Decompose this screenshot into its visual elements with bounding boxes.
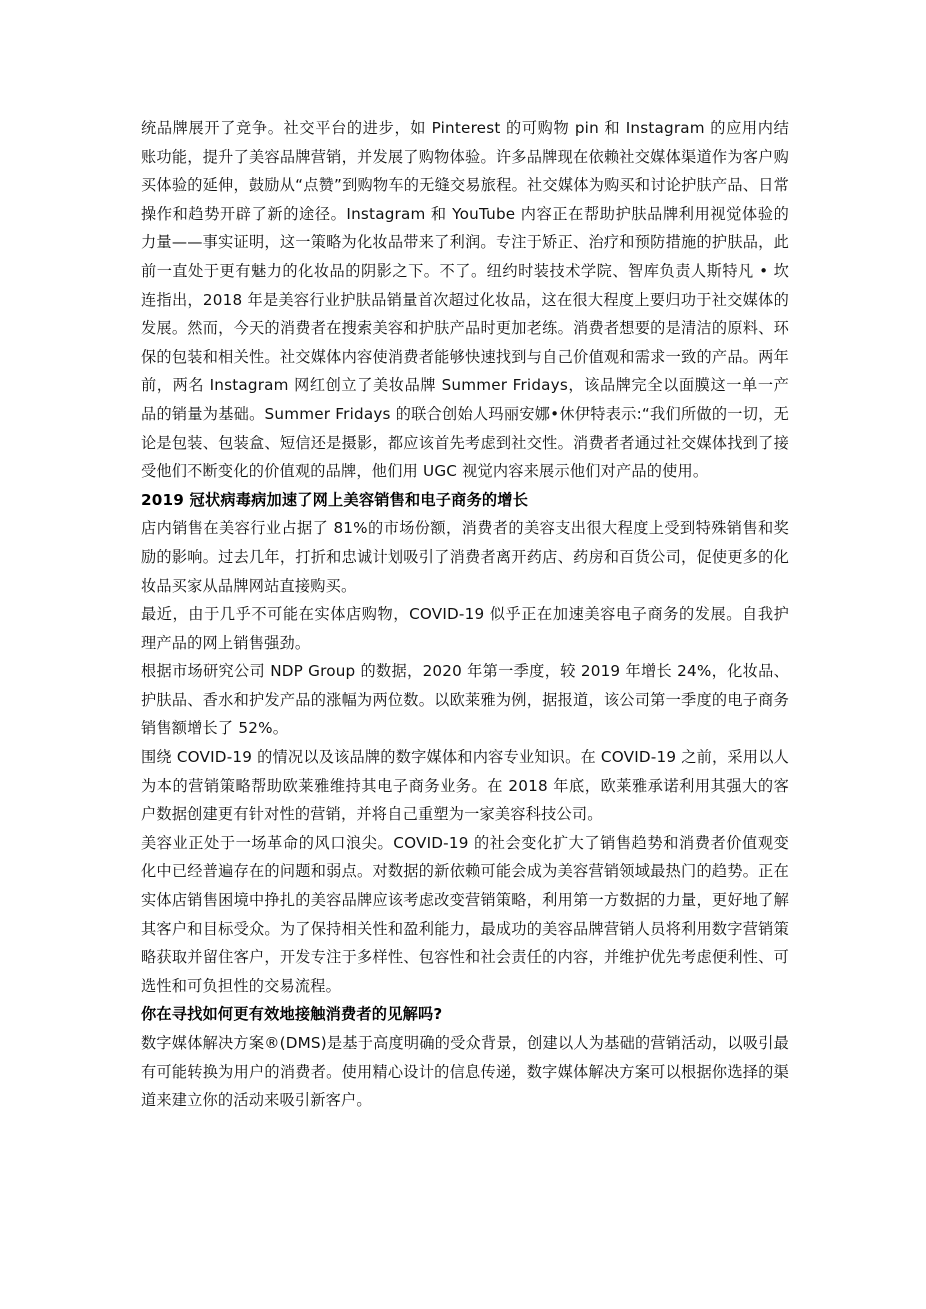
paragraph-revolution: 美容业正处于一场革命的风口浪尖。COVID-19 的社会变化扩大了销售趋势和消费者价值观变化中已经普遍存在的问题和弱点。对数据的新依赖可能会成为美容营销领域最热门的趋势。正在实体店销售困境中挣扎的美容品牌应该考虑改变营销策略，利用第一方数据的力量，更好地了解其客户和目标受众。为了保持相关性和盈利能力，最成功的美容品牌营销人员将利用数字营销策略获取并留住客户，开发专注于多样性、包容性和社会责任的内容，并维护优先考虑便利性、可选性和可负担性的交易流程。 (141, 833, 789, 995)
document-body (141, 114, 789, 1115)
paragraph-dms: 数字媒体解决方案®(DMS)是基于高度明确的受众背景，创建以人为基础的营销活动，以吸引最有可能转换为用户的消费者。使用精心设计的信息传递，数字媒体解决方案可以根据你选择的渠道来建立你的活动来吸引新客户。 (141, 1034, 789, 1110)
paragraph-social-media: 统品牌展开了竞争。社交平台的进步，如 Pinterest 的可购物 pin 和 Instagram 的应用内结账功能，提升了美容品牌营销，并发展了购物体验。许多品牌现在依赖社交媒体渠道作为客户购买体验的延伸，鼓励从“点赞”到购物车的无缝交易旅程。社交媒体为购买和讨论护肤产品、日常操作和趋势开辟了新的途径。Instagram 和 YouTube 内容正在帮助护肤品牌利用视觉体验的力量——事实证明，这一策略为化妆品带来了利润。专注于矫正、治疗和预防措施的护肤品，此前一直处于更有魅力的化妆品的阴影之下。不了。纽约时装技术学院、智库负责人斯特凡 • 坎连指出，2018 年是美容行业护肤品销量首次超过化妆品，这在很大程度上要归功于社交媒体的发展。然而，今天的消费者在搜索美容和护肤产品时更加老练。消费者想要的是清洁的原料、环保的包装和相关性。社交媒体内容使消费者能够快速找到与自己价值观和需求一致的产品。两年前，两名 Instagram 网红创立了美妆品牌 Summer Fridays，该品牌完全以面膜这一单一产品的销量为基础。Summer Fridays 的联合创始人玛丽安娜•休伊特表示:“我们所做的一切，无论是包装、包装盒、短信还是摄影，都应该首先考虑到社交性。消费者者通过社交媒体找到了接受他们不断变化的价值观的品牌，他们用 UGC 视觉内容来展示他们对产品的使用。 (141, 119, 789, 481)
paragraph-ndp-group: 根据市场研究公司 NDP Group 的数据，2020 年第一季度，较 2019 年增长 24%，化妆品、护肤品、香水和护发产品的涨幅为两位数。以欧莱雅为例，据报道，该公司第一季度的电子商务销售额增长了 52%。 (141, 662, 789, 738)
paragraph-loreal: 围绕 COVID-19 的情况以及该品牌的数字媒体和内容专业知识。在 COVID-19 之前，采用以人为本的营销策略帮助欧莱雅维持其电子商务业务。在 2018 年底，欧莱雅承诺利用其强大的客户数据创建更有针对性的营销，并将自己重塑为一家美容科技公司。 (141, 748, 789, 824)
section-heading-covid: 2019 冠状病毒病加速了网上美容销售和电子商务的增长 (141, 490, 529, 509)
paragraph-covid-ecommerce: 最近，由于几乎不可能在实体店购物，COVID-19 似乎正在加速美容电子商务的发展。自我护理产品的网上销售强劲。 (141, 605, 789, 652)
section-heading-insights: 你在寻找如何更有效地接触消费者的见解吗? (141, 1005, 443, 1024)
paragraph-in-store-sales: 店内销售在美容行业占据了 81%的市场份额，消费者的美容支出很大程度上受到特殊销售和奖励的影响。过去几年，打折和忠诚计划吸引了消费者离开药店、药房和百货公司，促使更多的化妆品买家从品牌网站直接购买。 (141, 519, 789, 595)
